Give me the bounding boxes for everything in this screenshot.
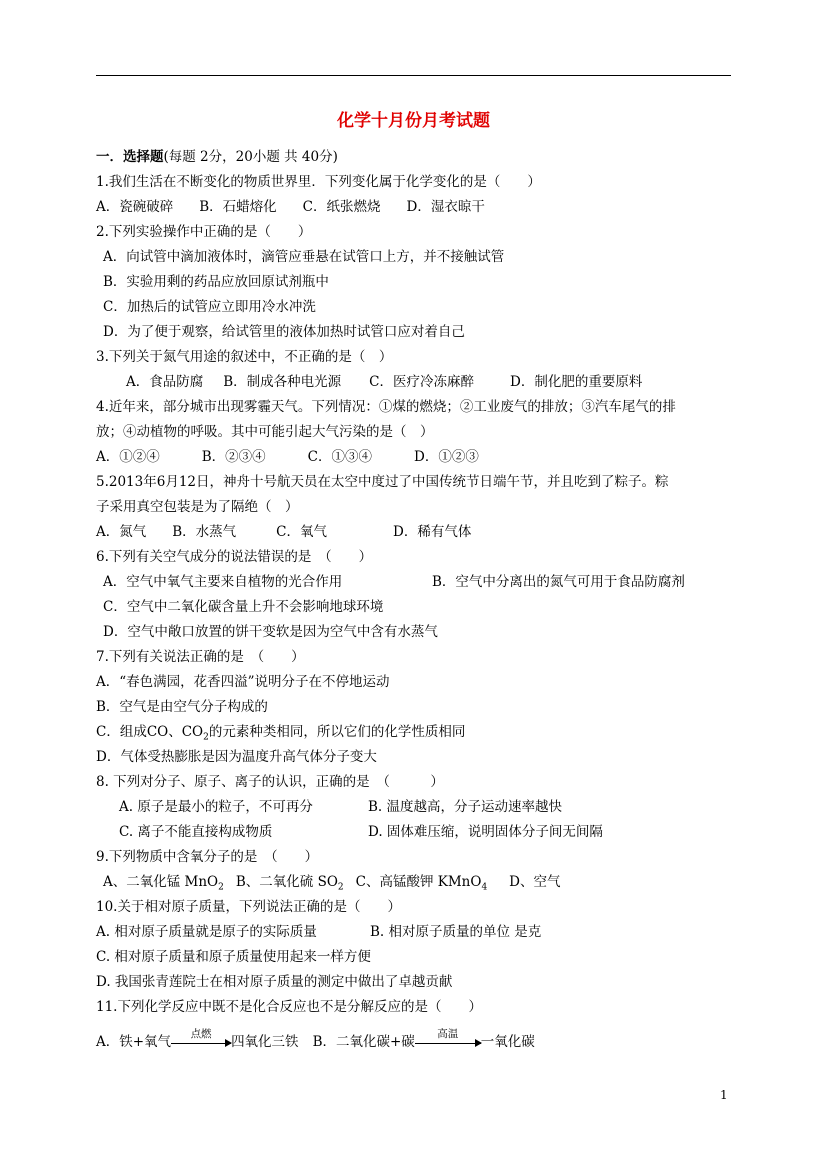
q10-option-c: C. 相对原子质量和原子质量使用起来一样方便	[96, 949, 371, 965]
q11-option-b-condition: 高温	[437, 1028, 459, 1040]
q1-option-d: D．湿衣晾干	[406, 199, 485, 215]
q3-option-c: C．医疗冷冻麻醉	[369, 374, 475, 390]
q7-option-c-sub: 2	[203, 732, 209, 743]
q11-option-b-reactants: B．二氧化碳+碳	[312, 1034, 415, 1050]
q11-option-a-reactants: A．铁+氧气	[96, 1034, 172, 1050]
q5-option-b: B．水蒸气	[172, 524, 237, 540]
q10-stem: 10.关于相对原子质量，下列说法正确的是（ ）	[96, 899, 401, 915]
q2-option-a: A．向试管中滴加液体时，滴管应垂悬在试管口上方，并不接触试管	[103, 249, 505, 265]
q5-stem-line2: 子采用真空包装是为了隔绝（ ）	[96, 499, 299, 515]
q2-option-c: C．加热后的试管应立即用冷水冲洗	[103, 299, 316, 315]
q2-option-b: B．实验用剩的药品应放回原试剂瓶中	[103, 274, 329, 290]
q3-option-b: B．制成各种电光源	[223, 374, 342, 390]
q7-option-a: A．“春色满园，花香四溢”说明分子在不停地运动	[96, 674, 390, 690]
q9-stem: 9.下列物质中含氧分子的是 （ ）	[96, 849, 319, 865]
q7-option-c-text2: 的元素种类相同，所以它们的化学性质相同	[208, 724, 466, 740]
q5-option-c: C．氧气	[276, 524, 328, 540]
q8-option-b: B. 温度越高，分子运动速率越快	[368, 799, 563, 815]
q4-option-a: A．①②④	[96, 449, 160, 465]
section-note: (每题 2分，20小题 共 40分)	[163, 149, 338, 165]
page-title: 化学十月份月考试题	[337, 111, 490, 131]
q9-option-a	[103, 874, 224, 893]
q4-stem-line2: 放；④动植物的呼吸。其中可能引起大气污染的是（ ）	[96, 424, 434, 440]
q1-options	[96, 198, 485, 216]
q8-option-d: D. 固体难压缩，说明固体分子间无间隔	[368, 824, 603, 840]
q11-option-b-arrow	[415, 1028, 481, 1044]
q5-option-d: D．稀有气体	[393, 524, 472, 540]
q3-option-a: A．食品防腐	[126, 374, 204, 390]
q10-option-b: B. 相对原子质量的单位 是克	[370, 924, 542, 940]
q3-stem: 3.下列关于氮气用途的叙述中，不正确的是（ ）	[96, 349, 393, 365]
q11-option-a-product: 四氧化三铁	[231, 1034, 299, 1050]
q8-option-a: A. 原子是最小的粒子，不可再分	[119, 799, 313, 815]
q6-stem: 6.下列有关空气成分的说法错误的是 （ ）	[96, 549, 373, 565]
q11-option-a-condition: 点燃	[190, 1028, 212, 1040]
q4-option-b: B．②③④	[201, 449, 266, 465]
q7-option-b: B．空气是由空气分子构成的	[96, 699, 268, 715]
header-rule	[96, 75, 731, 76]
q7-stem: 7.下列有关说法正确的是 （ ）	[96, 649, 305, 665]
q11-option-a-arrow	[171, 1028, 231, 1044]
q1-option-c: C．纸张燃烧	[302, 199, 381, 215]
q9-option-a-sub: 2	[218, 882, 224, 893]
q4-options	[96, 448, 479, 466]
q9-option-d: D、空气	[509, 874, 561, 890]
q6-option-a: A．空气中氧气主要来自植物的光合作用	[103, 574, 343, 590]
q2-stem: 2.下列实验操作中正确的是（ ）	[96, 224, 312, 240]
section-heading	[96, 148, 338, 166]
q4-stem-line1: 4.近年来，部分城市出现雾霾天气。下列情况：①煤的燃烧；②工业废气的排放；③汽车尾气的排	[96, 399, 676, 415]
q4-option-d: D．①②③	[414, 449, 479, 465]
q4-option-c: C．①③④	[307, 449, 373, 465]
q9-option-a-text: A、二氧化锰 MnO	[103, 874, 219, 890]
section-head: 一．选择题	[96, 149, 164, 165]
q9-option-c-text: C、高锰酸钾 KMnO	[355, 874, 482, 890]
q9-option-c-sub: 4	[481, 882, 488, 893]
q7-option-c	[96, 723, 465, 747]
q3-options	[126, 373, 642, 391]
q9-option-b-sub: 2	[337, 882, 344, 893]
q6-option-c: C．空气中二氧化碳含量上升不会影响地球环境	[103, 599, 384, 615]
q6-option-d: D．空气中敞口放置的饼干变软是因为空气中含有水蒸气	[103, 624, 438, 640]
q10-option-d: D. 我国张青莲院士在相对原子质量的测定中做出了卓越贡献	[96, 974, 453, 990]
q11-options	[96, 1028, 535, 1051]
q2-option-d: D．为了便于观察，给试管里的液体加热时试管口应对着自己	[103, 324, 465, 340]
q5-stem-line1: 5.2013年6月12日，神舟十号航天员在太空中度过了中国传统节日端午节，并且吃到了粽子。粽	[96, 474, 669, 490]
q7-option-d: D．气体受热膨胀是因为温度升高气体分子变大	[96, 749, 377, 765]
q9-option-c	[355, 874, 488, 893]
q11-stem: 11.下列化学反应中既不是化合反应也不是分解反应的是（ ）	[96, 999, 482, 1015]
q9-options	[103, 873, 561, 897]
q8-option-c: C. 离子不能直接构成物质	[119, 824, 273, 840]
q9-option-b	[235, 874, 344, 893]
q1-stem: 1.我们生活在不断变化的物质世界里．下列变化属于化学变化的是（ ）	[96, 174, 541, 190]
q5-option-a: A．氮气	[96, 524, 147, 540]
q1-option-a: A．瓷碗破碎	[96, 199, 174, 215]
page-number: 1	[720, 1088, 728, 1102]
q3-option-d: D．制化肥的重要原料	[510, 374, 643, 390]
q10-option-a: A. 相对原子质量就是原子的实际质量	[96, 924, 317, 940]
q7-option-c-text1: C．组成CO、CO	[96, 724, 204, 740]
q9-option-b-text: B、二氧化硫 SO	[235, 874, 338, 890]
q5-options	[96, 523, 471, 541]
q11-option-b-product: 一氧化碳	[480, 1034, 535, 1050]
q1-option-b: B．石蜡熔化	[199, 199, 277, 215]
q8-stem: 8. 下列对分子、原子、离子的认识，正确的是 （ ）	[96, 774, 444, 790]
q6-option-b: B．空气中分离出的氮气可用于食品防腐剂	[432, 574, 685, 590]
